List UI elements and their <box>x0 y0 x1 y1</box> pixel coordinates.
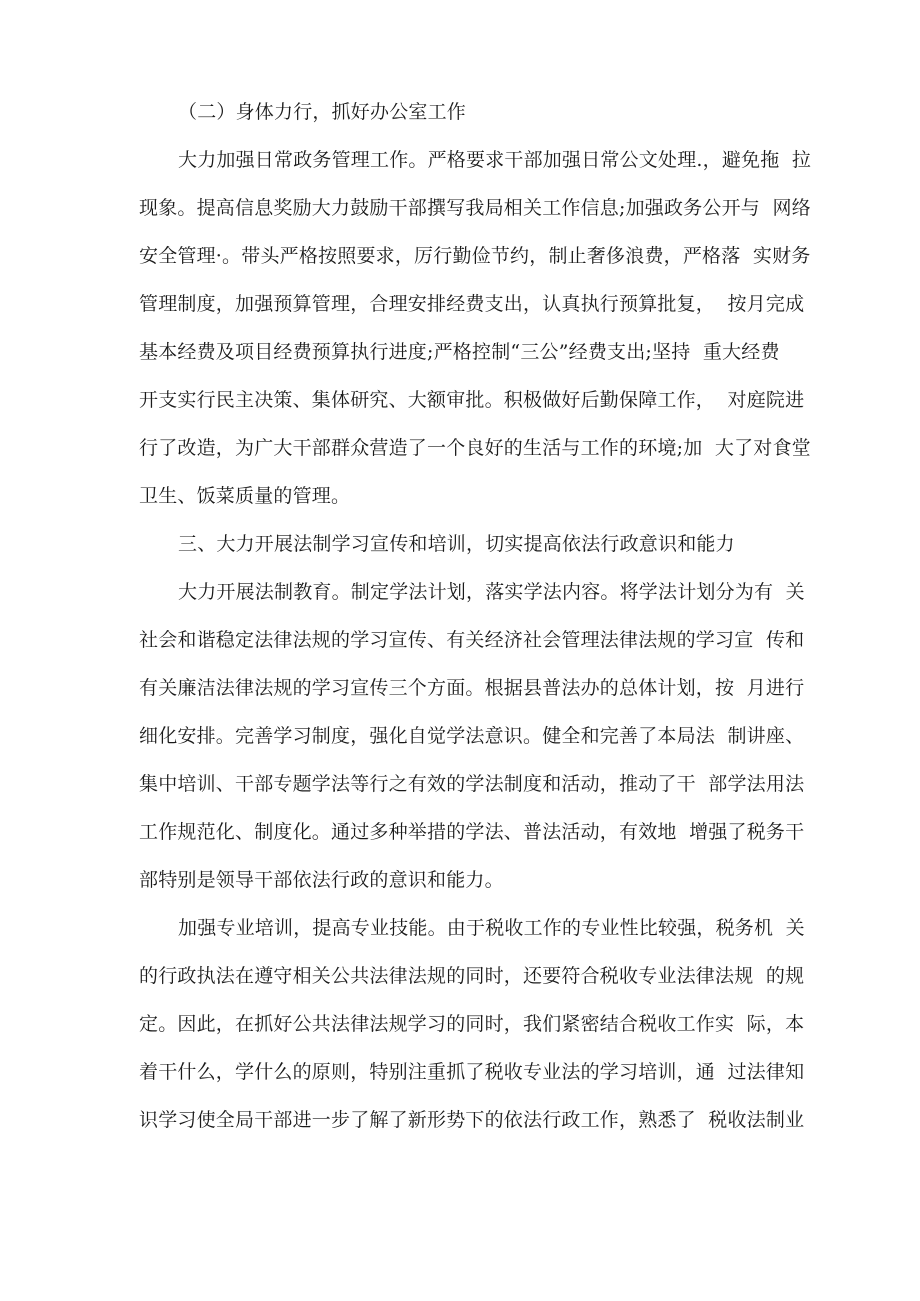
paragraph-line: 的行政执法在遵守相关公共法律法规的同时，还要符合税收专业法律法规 的规 <box>139 965 805 987</box>
paragraph-line: 细化安排。完善学习制度，强化自觉学法意识。健全和完善了本局法 制讲座、 <box>139 725 805 747</box>
paragraph-line: 集中培训、干部专题学法等行之有效的学法制度和活动，推动了干 部学法用法 <box>139 773 805 795</box>
paragraph-line: 大力加强日常政务管理工作。严格要求干部加强日常公文处理.，避免拖 拉 <box>178 149 812 171</box>
paragraph-line: 社会和谐稳定法律法规的学习宣传、有关经济社会管理法律法规的学习宣 传和 <box>139 629 805 651</box>
paragraph-line: 管理制度，加强预算管理，合理安排经费支出，认真执行预算批复， 按月完成 <box>139 293 805 315</box>
paragraph-line: 基本经费及项目经费预算执行进度;严格控制“三公”经费支出;坚持 重大经费 <box>139 341 780 363</box>
paragraph-line: 行了改造，为广大干部群众营造了一个良好的生活与工作的环境;加 大了对食堂 <box>139 437 811 459</box>
paragraph-line: 安全管理·。带头严格按照要求，厉行勤俭节约，制止奢侈浪费，严格落 实财务 <box>139 245 811 267</box>
paragraph-line: 开支实行民主决策、集体研究、大额审批。积极做好后勤保障工作， 对庭院进 <box>139 389 805 411</box>
section-heading-3: 三、大力开展法制学习宣传和培训，切实提高依法行政意识和能力 <box>178 533 735 555</box>
paragraph-line: 着干什么，学什么的原则，特别注重抓了税收专业法的学习培训，通 过法律知 <box>139 1061 805 1083</box>
paragraph-line: 现象。提高信息奖励大力鼓励干部撰写我局相关工作信息;加强政务公开与 网络 <box>139 197 811 219</box>
paragraph-line: 识学习使全局干部进一步了解了新形势下的依法行政工作，熟悉了 税收法制业 <box>139 1109 805 1131</box>
paragraph-line: 大力开展法制教育。制定学法计划，落实学法内容。将学法计划分为有 关 <box>178 581 805 603</box>
section-heading-2: （二）身体力行，抓好办公室工作 <box>178 101 467 123</box>
paragraph-line: 加强专业培训，提高专业技能。由于税收工作的专业性比较强，税务机 关 <box>178 917 805 939</box>
paragraph-line: 卫生、饭菜质量的管理。 <box>139 485 351 507</box>
paragraph-line: 有关廉洁法律法规的学习宣传三个方面。根据县普法办的总体计划，按 月进行 <box>139 677 805 699</box>
paragraph-line: 工作规范化、制度化。通过多种举措的学法、普法活动，有效地 增强了税务干 <box>139 821 805 843</box>
paragraph-line: 部特别是领导干部依法行政的意识和能力。 <box>139 869 504 891</box>
paragraph-line: 定。因此，在抓好公共法律法规学习的同时，我们紧密结合税收工作实 际，本 <box>139 1013 805 1035</box>
